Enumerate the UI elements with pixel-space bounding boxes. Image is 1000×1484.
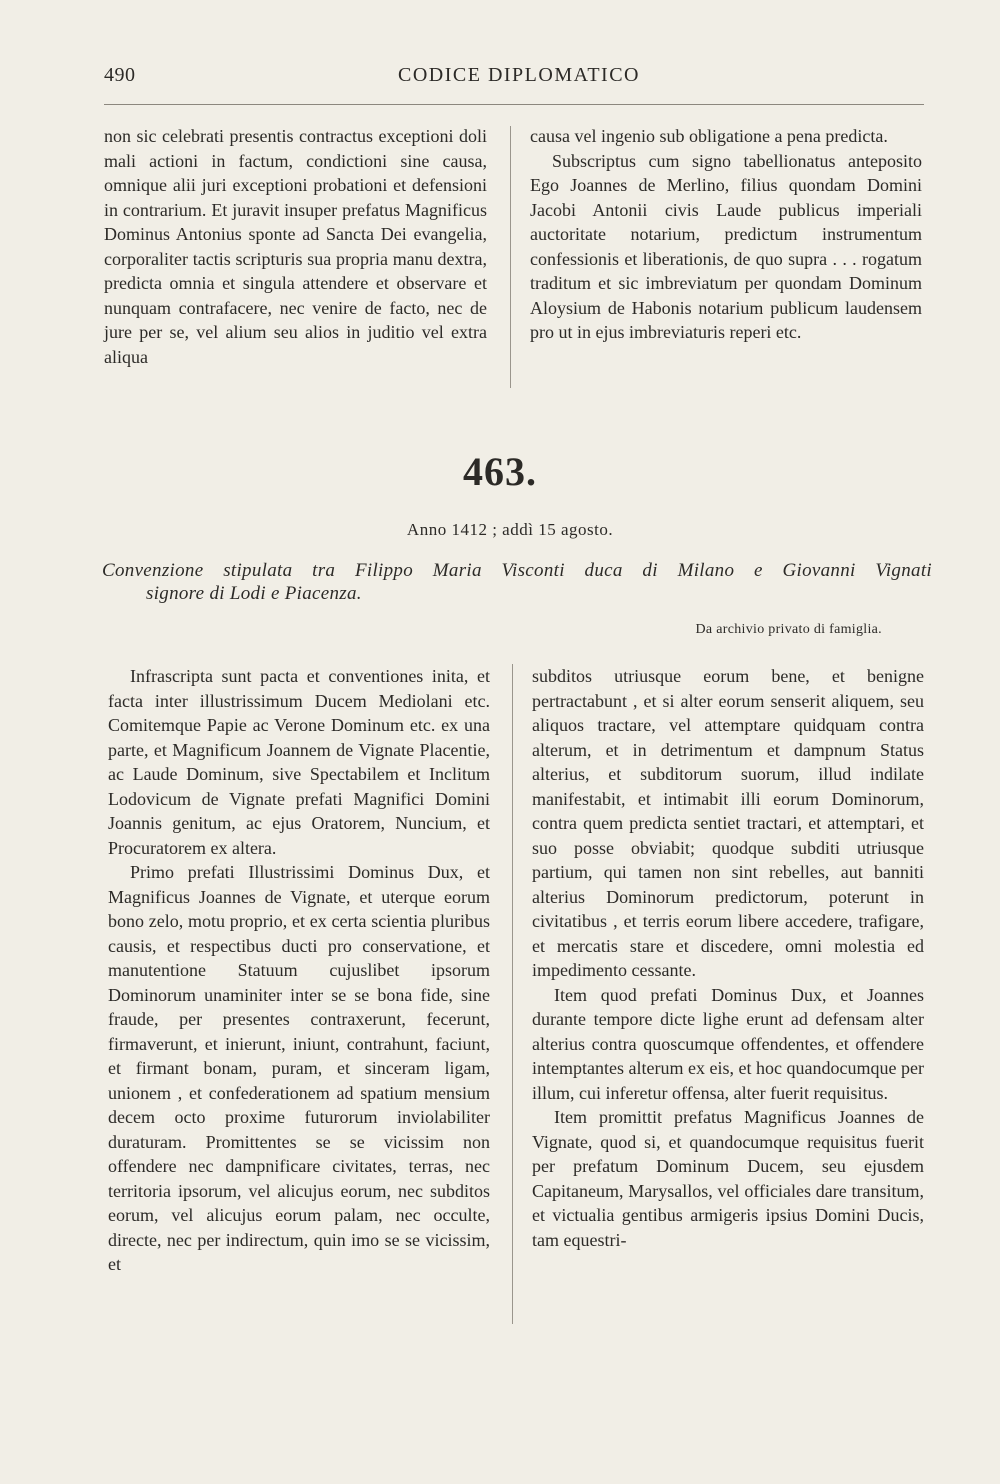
body-paragraph: Primo prefati Illustrissimi Dominus Dux, et Magnificus Joannes de Vignate, et uterque eorum bono zelo, motu proprio, et ex certa scientia pluribus causis, et respectibus ducti pro conservatione, et manutentione Statuum cujuslibet ipsorum Dominorum unaminiter inter se se bona fide, sine fraude, per presentes contraxerunt, fecerunt, firmaverunt, et inierunt, iniunt, contrahunt, faciunt, et firmant bonam, puram, et sinceram ligam, unionem , et confederationem ad spatium mensium decem octo proxime futurorum inviolabiliter duraturam. Promittentes se se vicissim non offendere nec dampnificare civitates, terras, nec territoria ipsorum, vel alicujus eorum, nec subditos eorum, vel alicujus eorum palam, nec occulte, directe, nec per indirectum, quin imo se se vicissim, et — [108, 862, 490, 1274]
document-date: Anno 1412 ; addì 15 agosto. — [406, 520, 614, 539]
body-left-column — [108, 664, 490, 1277]
document-source: Da archivio privato di famiglia. — [695, 622, 882, 637]
document-number: 463. — [463, 449, 537, 494]
summary-line: Convenzione stipulata tra Filippo Maria Visconti duca di Milano e Giovanni Vignati — [102, 560, 932, 581]
prev-left-column — [104, 124, 487, 369]
prev-right-paragraph: causa vel ingenio sub obligatione a pena predicta. — [530, 126, 888, 146]
column-divider — [512, 664, 513, 1324]
page-number: 490 — [104, 64, 136, 86]
prev-left-paragraph: non sic celebrati presentis contractus exceptioni doli mali actioni in factum, condictioni sine causa, omnique alii juri exceptioni probationi et defensioni in contrarium. Et juravit insuper prefatus Magnificus Dominus Antonius sponte ad Sancta Dei evangelia, corporaliter tactis scripturis sua propria manu dextra, predicta omnia et singula attendere et observare et nunquam contrafacere, nec venire de facto, nec de jure per se, vel alium seu alios in juditio vel extra aliqua — [104, 126, 487, 367]
body-paragraph: Item quod prefati Dominus Dux, et Joannes durante tempore dicte lighe erunt ad defensam alter alterius contra quoscumque offendentes, et offendere intemptantes alterum ex eis, et hoc quandocumque per illum, cui inferetur offensa, alter fuerit requisitus. — [532, 984, 924, 1103]
prev-right-paragraph: Subscriptus cum signo tabellionatus anteposito Ego Joannes de Merlino, filius quondam Domini Jacobi Antonii civis Laude publicus imperiali auctoritate notarium, predictum instrumentum confessionis et liberationis, de quo supra . . . rogatum traditum et sic imbreviatum per quondam Dominum Aloysium de Habonis notarium publicum laudensem pro ut in ejus imbreviaturis reperi etc. — [530, 150, 922, 342]
body-right-column — [532, 664, 924, 1252]
body-paragraph: Infrascripta sunt pacta et conventiones inita, et facta inter illustrissimum Ducem Mediolani etc. Comitemque Papie ac Verone Dominum etc. ex una parte, et Magnificum Joannem de Vignate Placentie, ac Laude Dominum, sive Spectabilem et Inclitum Lodovicum de Vignate prefati Magnifici Domini Joannis genitum, ac ejus Oratorem, Nuncium, et Procuratorem ex altera. — [108, 666, 490, 858]
body-paragraph: subditos utriusque eorum bene, et benigne pertractabunt , et si alter eorum senserit aliquem, seu aliquos tractare, vel attemptare quidquam contra alterum, et in detrimentum et dampnum Status alterius, et subditorum suorum, illud indilate manifestabit, et intimabit illi eorum Dominorum, contra quem predicta sentiet tractari, et attemptari, et suo posse obviabit; quodque subditi utriusque partium, qui tamen non sint rebelles, aut banniti alterius Dominorum predictorum, poterunt in civitatibus , et terris eorum libere accedere, trafigare, et mercatis stare et discedere, omni molestia ed impedimento cessante. — [532, 666, 924, 980]
document-summary — [102, 559, 932, 605]
header-rule — [104, 104, 924, 105]
column-divider — [510, 126, 511, 388]
summary-line: signore di Lodi e Piacenza. — [146, 583, 362, 604]
prev-right-column — [530, 124, 922, 345]
running-title: CODICE DIPLOMATICO — [398, 64, 640, 86]
body-paragraph: Item promittit prefatus Magnificus Joannes de Vignate, quod si, et quandocumque requisitus fuerit per prefatum Dominum Ducem, seu ejusdem Capitaneum, Marysallos, vel officiales dare transitum, et victualia gentibus armigeris ipsius Domini Ducis, tam equestri- — [532, 1107, 924, 1250]
running-head — [104, 64, 924, 98]
